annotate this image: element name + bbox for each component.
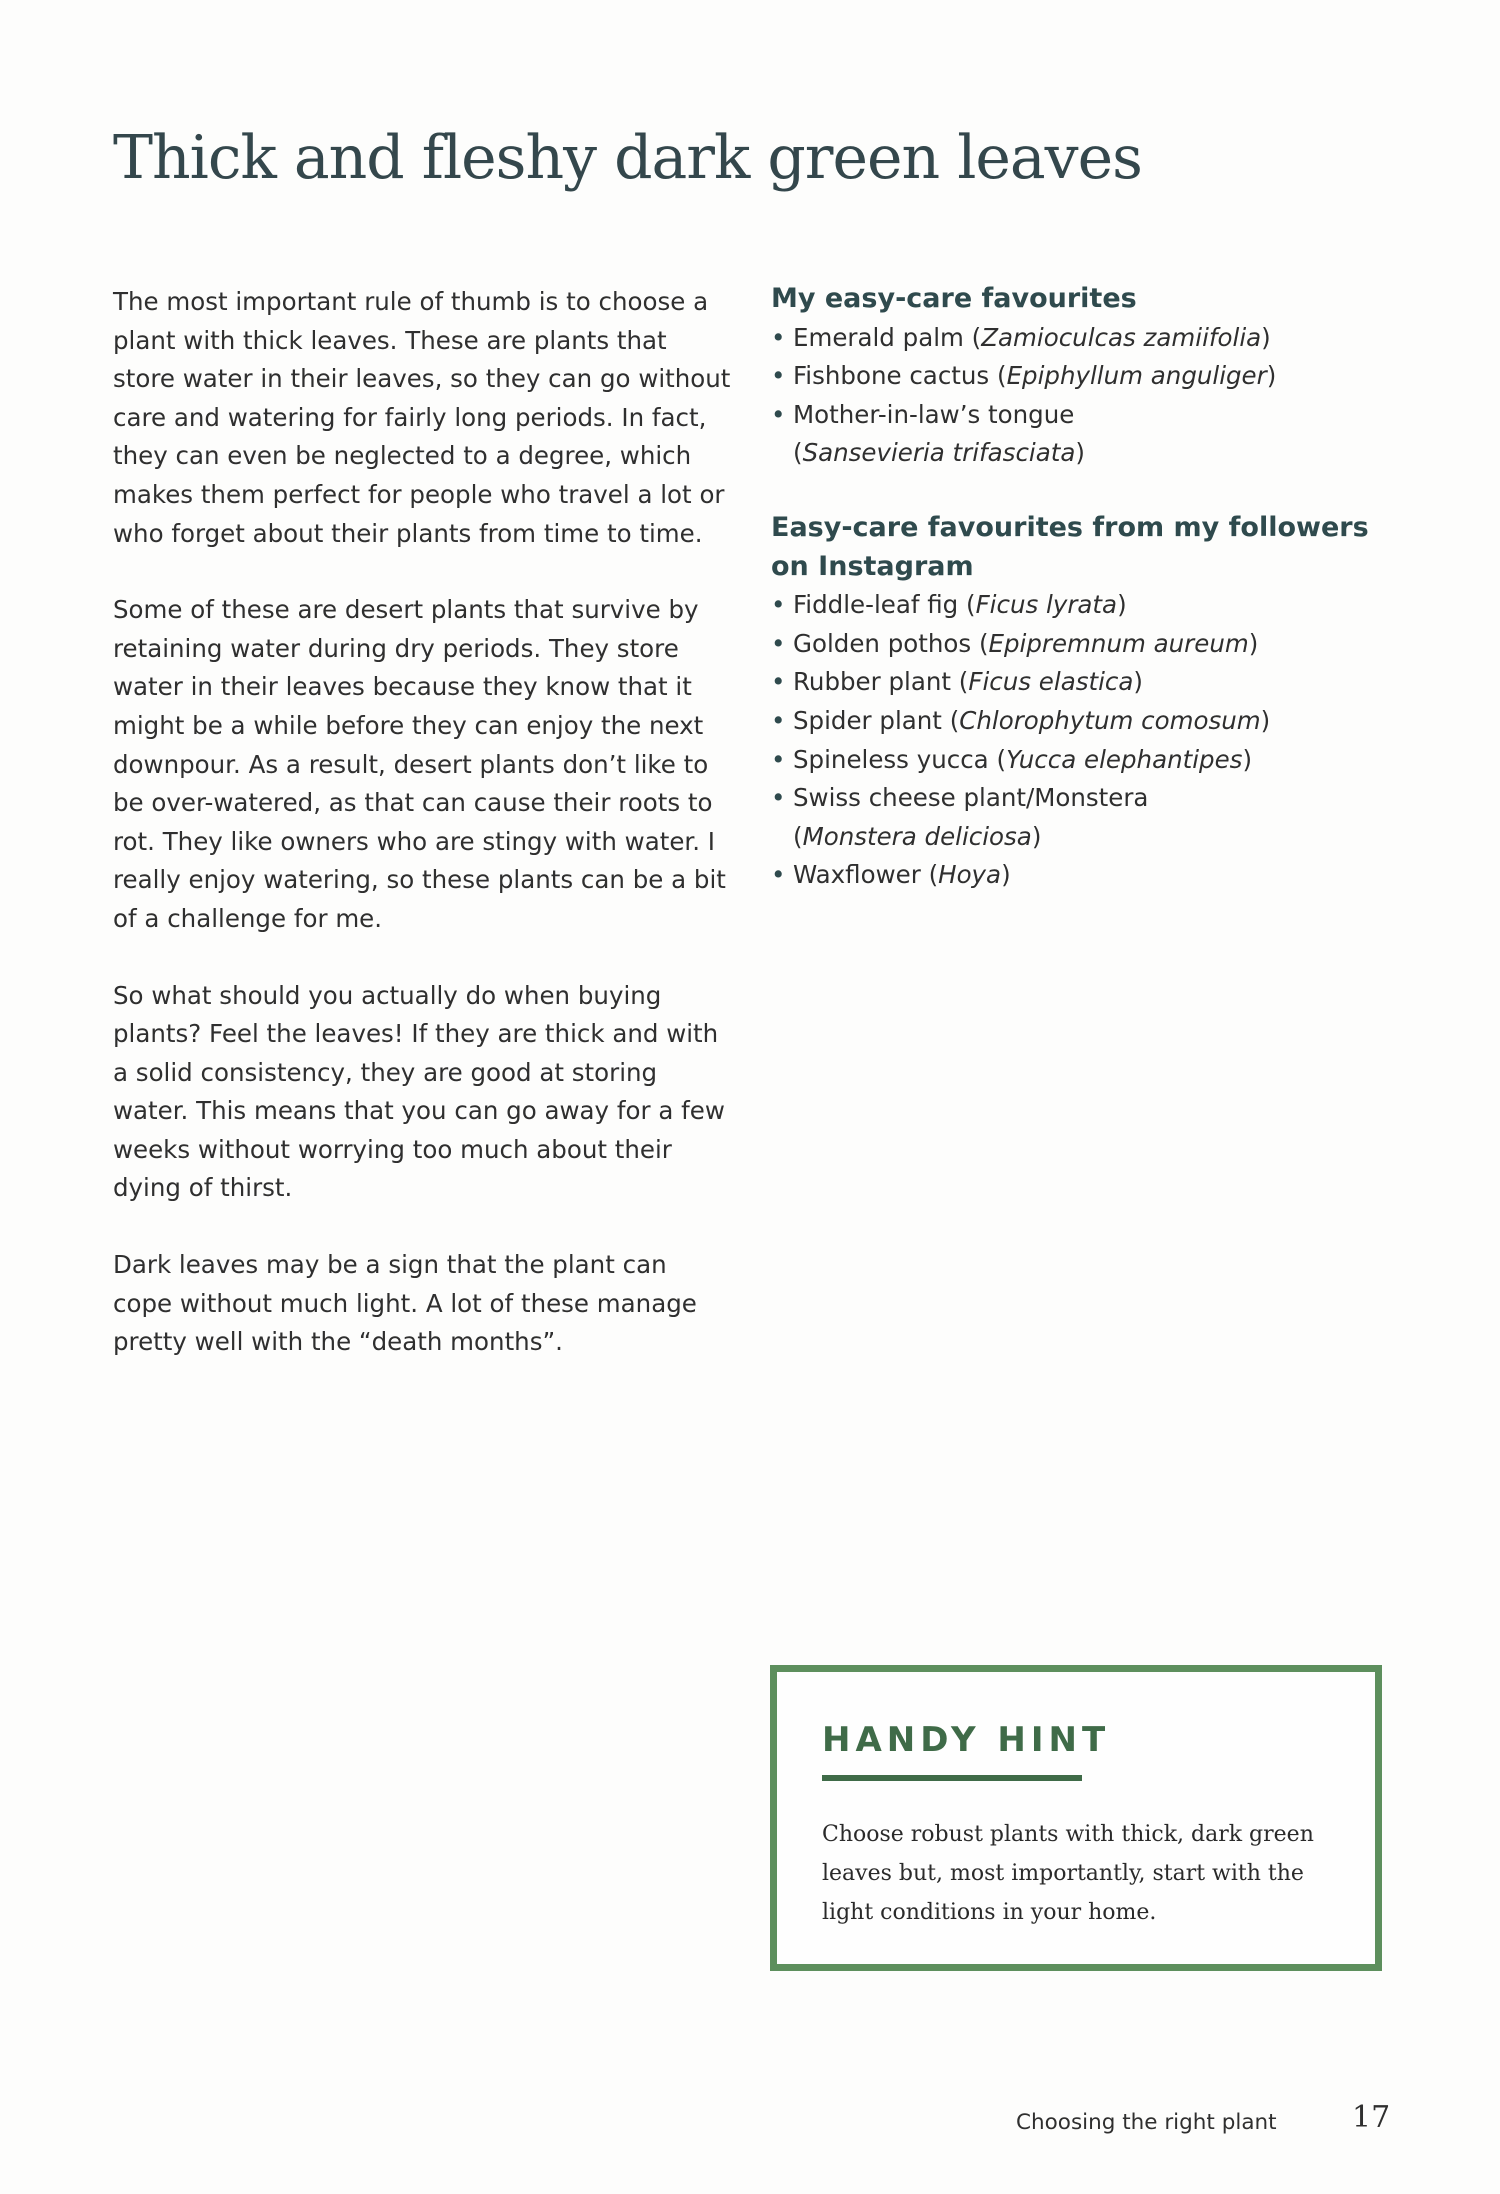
handy-hint-text: Choose robust plants with thick, dark green leaves but, most importantly, start with the light conditions in your home. bbox=[822, 1822, 1314, 1925]
bullet-icon: • bbox=[771, 590, 786, 620]
plant-latin-name: Sansevieria trifasciata bbox=[802, 438, 1076, 468]
list-item: • Spider plant (Chlorophytum comosum) bbox=[771, 702, 1391, 741]
list-item: • Mother-in-law’s tongue (Sansevieria trifasciata) bbox=[771, 396, 1391, 473]
bullet-icon: • bbox=[771, 628, 786, 658]
body-text-column bbox=[113, 283, 733, 1400]
plant-common-name: Swiss cheese plant/Monstera bbox=[793, 783, 1149, 813]
bullet-icon: • bbox=[771, 783, 786, 813]
list-item: • Swiss cheese plant/Monstera (Monstera deliciosa) bbox=[771, 779, 1391, 856]
plant-common-name: Golden pothos bbox=[793, 628, 972, 658]
list-item: • Fishbone cactus (Epiphyllum anguliger) bbox=[771, 357, 1391, 396]
followers-heading: Easy-care favourites from my followers on Instagram bbox=[771, 511, 1369, 582]
bullet-icon: • bbox=[771, 322, 786, 352]
body-paragraph: The most important rule of thumb is to choose a plant with thick leaves. These are plants that store water in their leaves, so they can go without care and watering for fairly long periods. In fact, they can even be neglected to a degree, which makes them perfect for people who travel a lot or who forget about their plants from time to time. bbox=[113, 287, 731, 548]
plant-common-name: Spider plant bbox=[793, 705, 942, 735]
list-item: • Waxflower (Hoya) bbox=[771, 856, 1391, 895]
handy-hint-box bbox=[770, 1665, 1382, 1971]
plant-lists-column bbox=[771, 280, 1391, 895]
handy-hint-divider bbox=[822, 1775, 1082, 1781]
list-item: • Fiddle-leaf fig (Ficus lyrata) bbox=[771, 586, 1391, 625]
body-paragraph: Dark leaves may be a sign that the plant can cope without much light. A lot of these manage pretty well with the “death months”. bbox=[113, 1250, 697, 1357]
plant-latin-name: Ficus elastica bbox=[968, 667, 1134, 697]
plant-latin-name: Epiphyllum anguliger bbox=[1006, 361, 1267, 391]
list-item: • Spineless yucca (Yucca elephantipes) bbox=[771, 741, 1391, 780]
plant-common-name: Emerald palm bbox=[793, 322, 964, 352]
plant-common-name: Fishbone cactus bbox=[793, 361, 990, 391]
body-paragraph: So what should you actually do when buying plants? Feel the leaves! If they are thick and with a solid consistency, they are good at storing water. This means that you can go away for a few weeks without worrying too much about their dying of thirst. bbox=[113, 980, 725, 1203]
list-item: • Golden pothos (Epipremnum aureum) bbox=[771, 625, 1391, 664]
favourites-list bbox=[771, 319, 1391, 473]
bullet-icon: • bbox=[771, 399, 786, 429]
plant-latin-name: Yucca elephantipes bbox=[1006, 744, 1243, 774]
handy-hint-title: HANDY HINT bbox=[822, 1720, 1111, 1760]
running-footer: Choosing the right plant bbox=[1016, 2110, 1277, 2135]
plant-common-name: Rubber plant bbox=[793, 667, 951, 697]
list-item: • Emerald palm (Zamioculcas zamiifolia) bbox=[771, 319, 1391, 358]
plant-common-name: Mother-in-law’s tongue bbox=[793, 399, 1075, 429]
page-number: 17 bbox=[1352, 2100, 1391, 2135]
favourites-heading: My easy-care favourites bbox=[771, 283, 1137, 314]
plant-common-name: Waxflower bbox=[793, 860, 921, 890]
plant-latin-name: Epipremnum aureum bbox=[988, 628, 1249, 658]
plant-latin-name: Ficus lyrata bbox=[975, 590, 1118, 620]
bullet-icon: • bbox=[771, 860, 786, 890]
plant-common-name: Fiddle-leaf fig bbox=[793, 590, 959, 620]
bullet-icon: • bbox=[771, 705, 786, 735]
plant-latin-name: Hoya bbox=[938, 860, 1002, 890]
body-paragraph: Some of these are desert plants that survive by retaining water during dry periods. They store water in their leaves because they know that it might be a while before they can enjoy the next downpour. As a result, desert plants don’t like to be over-watered, as that can cause their roots to rot. They like owners who are stingy with water. I really enjoy watering, so these plants can be a bit of a challenge for me. bbox=[113, 595, 726, 933]
page-title: Thick and fleshy dark green leaves bbox=[113, 123, 1142, 193]
bullet-icon: • bbox=[771, 361, 786, 391]
plant-latin-name: Zamioculcas zamiifolia bbox=[981, 322, 1262, 352]
list-item: • Rubber plant (Ficus elastica) bbox=[771, 663, 1391, 702]
bullet-icon: • bbox=[771, 667, 786, 697]
plant-latin-name: Monstera deliciosa bbox=[802, 821, 1032, 851]
plant-common-name: Spineless yucca bbox=[793, 744, 989, 774]
bullet-icon: • bbox=[771, 744, 786, 774]
plant-latin-name: Chlorophytum comosum bbox=[959, 705, 1261, 735]
followers-list bbox=[771, 586, 1391, 895]
